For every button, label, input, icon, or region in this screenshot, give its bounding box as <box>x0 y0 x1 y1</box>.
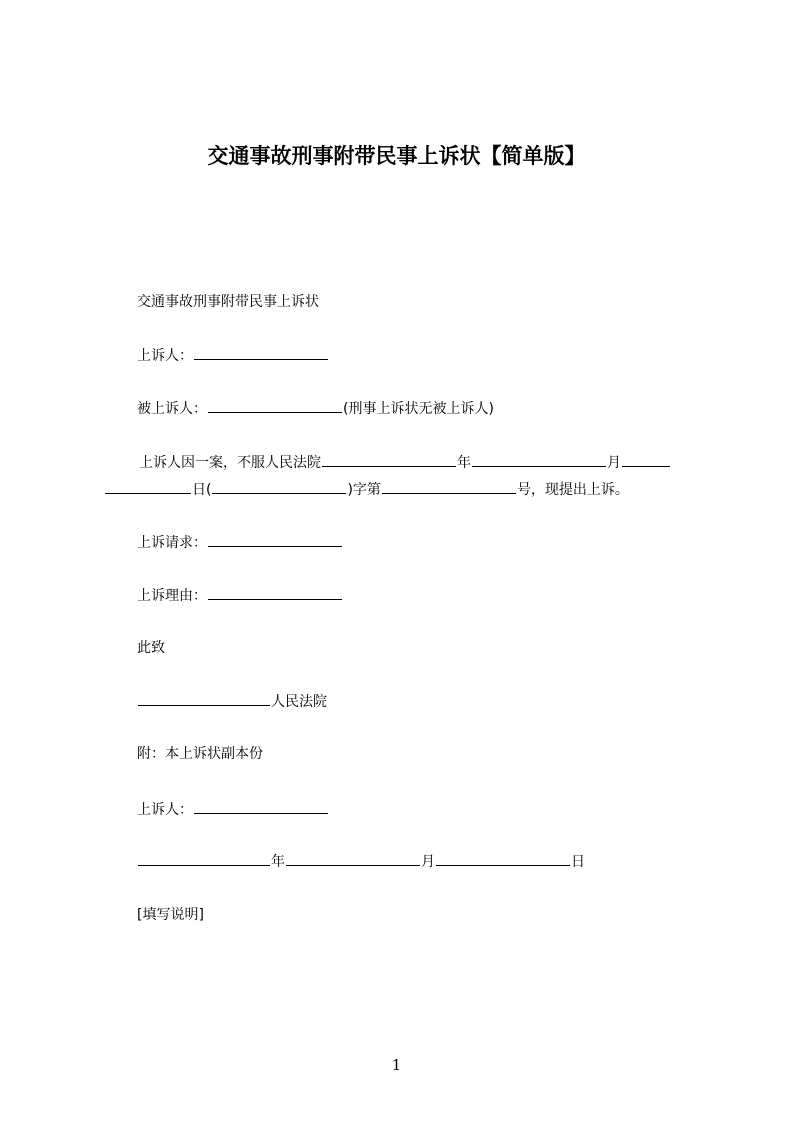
court-line <box>137 691 327 712</box>
case-number-blank[interactable] <box>382 479 516 494</box>
date-month: 月 <box>421 854 435 870</box>
request-line <box>137 532 343 553</box>
case-day-blank[interactable] <box>105 479 191 494</box>
appellant-sign-blank[interactable] <box>194 799 328 814</box>
case-month-blank[interactable] <box>622 452 670 467</box>
appellant-sign-label: 上诉人： <box>137 802 193 818</box>
cizhi-line: 此致 <box>137 640 165 656</box>
case-day-open: 日( <box>192 482 212 498</box>
request-label: 上诉请求： <box>137 535 207 551</box>
case-year-blank[interactable] <box>472 452 606 467</box>
case-line-1 <box>139 452 671 473</box>
page-number: 1 <box>391 1056 402 1074</box>
date-day-blank[interactable] <box>436 851 570 866</box>
appellant-sign-line <box>137 799 329 820</box>
appellee-line <box>137 398 494 419</box>
date-month-blank[interactable] <box>286 851 420 866</box>
appellee-label: 被上诉人： <box>137 401 207 417</box>
attachment-line: 附：本上诉状副本份 <box>137 746 263 762</box>
reason-blank[interactable] <box>208 585 342 600</box>
date-day: 日 <box>571 854 585 870</box>
court-suffix: 人民法院 <box>271 694 327 710</box>
case-month: 月 <box>607 455 621 471</box>
fill-instructions-heading: [填写说明] <box>137 907 204 923</box>
appellee-blank[interactable] <box>208 398 342 413</box>
case-line-2 <box>104 479 629 500</box>
case-year: 年 <box>457 455 471 471</box>
case-zi-di: )字第 <box>347 482 381 498</box>
date-year: 年 <box>271 854 285 870</box>
reason-label: 上诉理由： <box>137 588 207 604</box>
case-court-code-blank[interactable] <box>212 479 346 494</box>
case-prefix: 上诉人因一案，不服人民法院 <box>139 455 321 471</box>
case-court-blank[interactable] <box>322 452 456 467</box>
request-blank[interactable] <box>208 532 342 547</box>
date-line <box>137 851 585 872</box>
appellant-line <box>137 345 329 366</box>
reason-line <box>137 585 343 606</box>
appellee-note: (刑事上诉状无被上诉人) <box>343 401 494 417</box>
document-title: 交通事故刑事附带民事上诉状【简单版】 <box>207 144 586 168</box>
appellant-label: 上诉人： <box>137 348 193 364</box>
document-subtitle: 交通事故刑事附带民事上诉状 <box>137 294 319 310</box>
case-suffix: 号，现提出上诉。 <box>516 482 629 498</box>
court-blank[interactable] <box>138 691 270 706</box>
appellant-blank[interactable] <box>194 345 328 360</box>
date-year-blank[interactable] <box>138 851 270 866</box>
